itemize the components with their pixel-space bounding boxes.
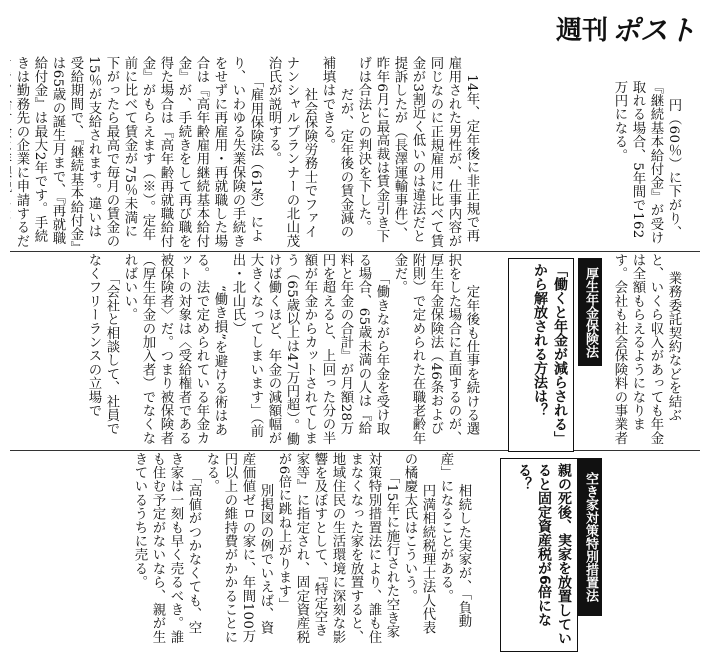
article-top-body — [10, 56, 498, 249]
section-headline-pension: 「働くと年金が減らされる」から解放される方法は？ — [508, 258, 574, 452]
paragraph: 円（60％）に下がり、『継続基本給付金』が受け取れる場合、5年間で162万円になる。 — [612, 80, 681, 245]
paragraph: 「高値がつかなくても、空き家は一刻も早く売るべき。誰も住む予定がないなら、親が生きているうちに売る。 — [132, 452, 201, 644]
paragraph: 「15年に施行された空き家対策特別措置法により、誰も住まなくなった家を放置すると、地域住民の生活環境に深刻な影響を及ぼすとして、『特定空き家等』に指定され、固定資産税が6倍に跳ね上がります」 — [276, 452, 399, 644]
paragraph: 「雇用保険法（61条）により、いわゆる失業保険の手続きをせずに再雇用・再就職した場合は『高年齢雇用継続基本給付金』が、手続きをして再び職を得た場合は『高年齢再就職給付金』がもらえます（※）。定年前に比べて賃金が75％未満に下がったら最高で毎月の賃金の15％が支給されます。違いは受給期間で、『継続基本給付金』は65歳の誕生月まで、『再就職給付金』は最大2年です。手続きは勤務先の企業に申請するだ — [14, 56, 263, 249]
paragraph: 「会社と相談して、社員でなくフリーランスの立場で — [86, 253, 119, 436]
paragraph: 円満相続税理士法人代表の橘慶太氏はこういう。 — [402, 452, 435, 635]
band-divider-1 — [10, 251, 700, 252]
paragraph: 定年後も仕事を続ける選択をした場合に直面するのが、厚生年金保険法（46条および附則）で定められた在職老齢年金だ。 — [392, 253, 479, 445]
paragraph: 「働きながら年金を受け取る場合、65歳未満の人は『給料と年金の合計』が月額28万円を超えると、上回った分の半額が年金からカットされてしまう（65歳以上は47万円超）。働けば働くほど、年金の減額幅が大きくなってしまいます」（前出・北山氏） — [230, 253, 389, 446]
section-tag-vacant-house: 空き家対策特別措置法 — [578, 458, 602, 616]
paragraph: 別掲図の例でいえば、資産価値ゼロの家に、年間100万円以上の維持費がかかることになる。 — [204, 452, 273, 644]
paragraph: 業務委託契約などを結ぶと、いくら収入があっても年金は全額もらえるようになります。会社も社会保険料の事業者 — [612, 253, 681, 445]
section-headline-vacant-house: 親の死後、実家を放置していると固定資産税が6倍になる？ — [500, 458, 578, 652]
article-bottom-body — [10, 452, 490, 648]
article-top-right-body — [600, 80, 700, 250]
paragraph: “働き損”を避ける術はある。法で定められている年金カットの対象は〈受給権者である被保険者〉だ。つまり被保険者（厚生年金の加入者）でなくなればいい。 — [122, 253, 227, 445]
section-tag-pension: 厚生年金保険法 — [578, 258, 602, 366]
paragraph: だが、定年後の賃金減の補填はできる。 — [320, 56, 353, 239]
paragraph: 相続した実家が、「負動産」になることがある。 — [438, 452, 471, 628]
logo-icon — [552, 8, 702, 48]
paragraph: 14年、定年後に非正規で再雇用された男性が、仕事内容が同じなのに正規雇用に比べて賃金が3割近く低いのは違法だと提訴したが（長澤運輸事件）、昨年6月に最高裁は賃金引き下げは合法との判決を下した。 — [356, 56, 479, 248]
logo-text-weekly: 週刊 — [556, 16, 609, 46]
weekly-post-logo — [552, 8, 702, 48]
band-divider-2 — [10, 450, 700, 451]
article-mid-right-body — [610, 253, 700, 448]
paragraph: 社会保険労務士でファイナンシャルプランナーの北山茂治氏が説明する。 — [266, 56, 317, 248]
logo-text-post: ポスト — [612, 14, 697, 47]
article-mid-body — [10, 253, 498, 448]
